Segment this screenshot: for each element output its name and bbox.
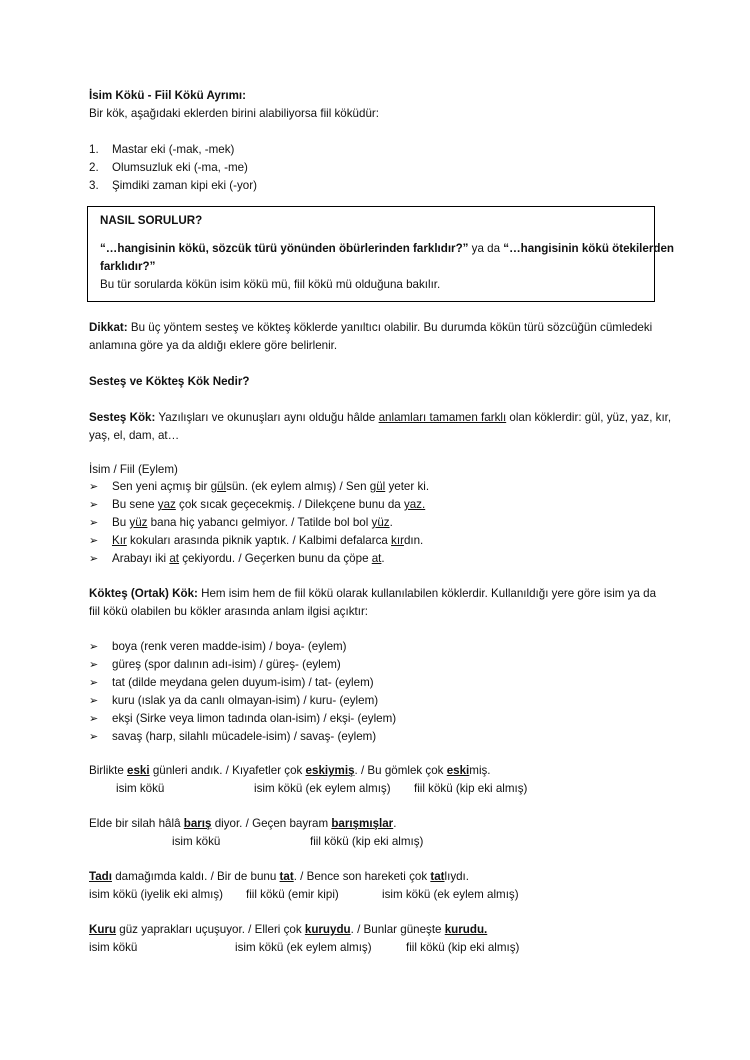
dikkat-label: Dikkat: <box>89 321 128 334</box>
isim-fiil-label: İsim / Fiil (Eylem) <box>89 463 178 476</box>
root-type-label: isim kökü (ek eylem almış) <box>254 782 391 795</box>
root-type-label: fiil kökü (kip eki almış) <box>310 835 424 848</box>
how-asked-box <box>87 206 674 302</box>
box-question-2-end: farklıdır?” <box>100 260 156 273</box>
list-item: Kır kokuları arasında piknik yaptık. / Kalbimi defalarca kırdın. <box>112 534 424 547</box>
example-sentence: Tadı damağımda kaldı. / Bir de bunu tat. / Bence son hareketi çok tatlıydı. <box>89 870 469 883</box>
list-item: Mastar eki (-mak, -mek) <box>112 143 235 156</box>
list-item: güreş (spor dalının adı-isim) / güreş- (eylem) <box>112 658 341 671</box>
sestes-line-2: yaş, el, dam, at… <box>89 429 180 442</box>
dikkat-line-1 <box>89 320 652 336</box>
root-type-label: isim kökü (iyelik eki almış) <box>89 888 223 901</box>
sestes-label: Sesteş Kök: <box>89 411 156 424</box>
bullet-arrow-icon: ➢ <box>89 695 99 707</box>
bullet-arrow-icon: ➢ <box>89 713 99 725</box>
box-connector: ya da <box>468 242 504 255</box>
list-item: Sen yeni açmış bir gülsün. (ek eylem almış) / Sen gül yeter ki. <box>112 480 430 493</box>
subsection-title: Sesteş ve Kökteş Kök Nedir? <box>89 375 250 388</box>
dikkat-line-2: anlamına göre ya da aldığı eklere göre belirlenir. <box>89 339 338 352</box>
example-sentence: Birlikte eski günleri andık. / Kıyafetler çok eskiymiş. / Bu gömlek çok eskimiş. <box>89 764 491 777</box>
bullet-arrow-icon: ➢ <box>89 517 99 529</box>
example-sentence: Kuru güz yaprakları uçuşuyor. / Elleri çok kuruydu. / Bunlar güneşte kurudu. <box>89 923 488 936</box>
list-item: kuru (ıslak ya da canlı olmayan-isim) / kuru- (eylem) <box>112 694 379 707</box>
bullet-arrow-icon: ➢ <box>89 659 99 671</box>
koktes-line-1 <box>89 586 656 602</box>
bullet-arrow-icon: ➢ <box>89 731 99 743</box>
list-item: Bu sene yaz çok sıcak geçecekmiş. / Dilekçene bunu da yaz. <box>112 498 426 511</box>
koktes-line-2: fiil kökü olabilen bu kökler arasında anlam ilgisi açıktır: <box>89 605 369 618</box>
box-heading: NASIL SORULUR? <box>100 214 203 227</box>
root-type-label: isim kökü <box>116 782 165 795</box>
sestes-text: olan köklerdir: gül, yüz, yaz, kır, <box>506 411 672 424</box>
root-type-label: isim kökü <box>172 835 221 848</box>
bullet-arrow-icon: ➢ <box>89 641 99 653</box>
koktes-text: Hem isim hem de fiil kökü olarak kullanılabilen köklerdir. Kullanıldığı yere göre isim ya da <box>197 587 657 600</box>
example-sentence: Elde bir silah hâlâ barış diyor. / Geçen bayram barışmışlar. <box>89 817 397 830</box>
list-item: Bu yüz bana hiç yabancı gelmiyor. / Tatilde bol bol yüz. <box>112 516 393 529</box>
bullet-arrow-icon: ➢ <box>89 677 99 689</box>
list-item: tat (dilde meydana gelen duyum-isim) / tat- (eylem) <box>112 676 374 689</box>
list-number: 2. <box>89 161 99 174</box>
list-item: ekşi (Sirke veya limon tadında olan-isim) / ekşi- (eylem) <box>112 712 397 725</box>
koktes-label: Kökteş (Ortak) Kök: <box>89 587 198 600</box>
list-number: 3. <box>89 179 99 192</box>
root-type-label: fiil kökü (emir kipi) <box>246 888 339 901</box>
box-note: Bu tür sorularda kökün isim kökü mü, fiil kökü mü olduğuna bakılır. <box>100 278 441 291</box>
box-question-line <box>100 241 674 257</box>
list-item: Şimdiki zaman kipi eki (-yor) <box>112 179 257 192</box>
sestes-text: Yazılışları ve okunuşları aynı olduğu hâlde <box>155 411 379 424</box>
root-type-label: fiil kökü (kip eki almış) <box>406 941 520 954</box>
list-item: savaş (harp, silahlı mücadele-isim) / savaş- (eylem) <box>112 730 377 743</box>
root-type-label: isim kökü (ek eylem almış) <box>382 888 519 901</box>
root-type-label: fiil kökü (kip eki almış) <box>414 782 528 795</box>
box-question-1: “…hangisinin kökü, sözcük türü yönünden öbürlerinden farklıdır?” <box>100 242 469 255</box>
sestes-underlined: anlamları tamamen farklı <box>378 411 507 424</box>
bullet-arrow-icon: ➢ <box>89 553 99 565</box>
bullet-arrow-icon: ➢ <box>89 481 99 493</box>
bullet-arrow-icon: ➢ <box>89 535 99 547</box>
root-type-label: isim kökü (ek eylem almış) <box>235 941 372 954</box>
root-type-label: isim kökü <box>89 941 138 954</box>
intro-text: Bir kök, aşağıdaki eklerden birini alabiliyorsa fiil köküdür: <box>89 107 379 120</box>
list-item: Arabayı iki at çekiyordu. / Geçerken bunu da çöpe at. <box>112 552 385 565</box>
bullet-arrow-icon: ➢ <box>89 499 99 511</box>
section-title: İsim Kökü - Fiil Kökü Ayrımı: <box>89 89 246 102</box>
list-item: boya (renk veren madde-isim) / boya- (eylem) <box>112 640 347 653</box>
list-number: 1. <box>89 143 99 156</box>
sestes-line-1 <box>89 410 671 426</box>
list-item: Olumsuzluk eki (-ma, -me) <box>112 161 248 174</box>
box-question-2: “…hangisinin kökü ötekilerden <box>503 242 674 255</box>
dikkat-text: Bu üç yöntem sesteş ve kökteş köklerde yanıltıcı olabilir. Bu durumda kökün türü sözcüğün cümledeki <box>127 321 653 334</box>
